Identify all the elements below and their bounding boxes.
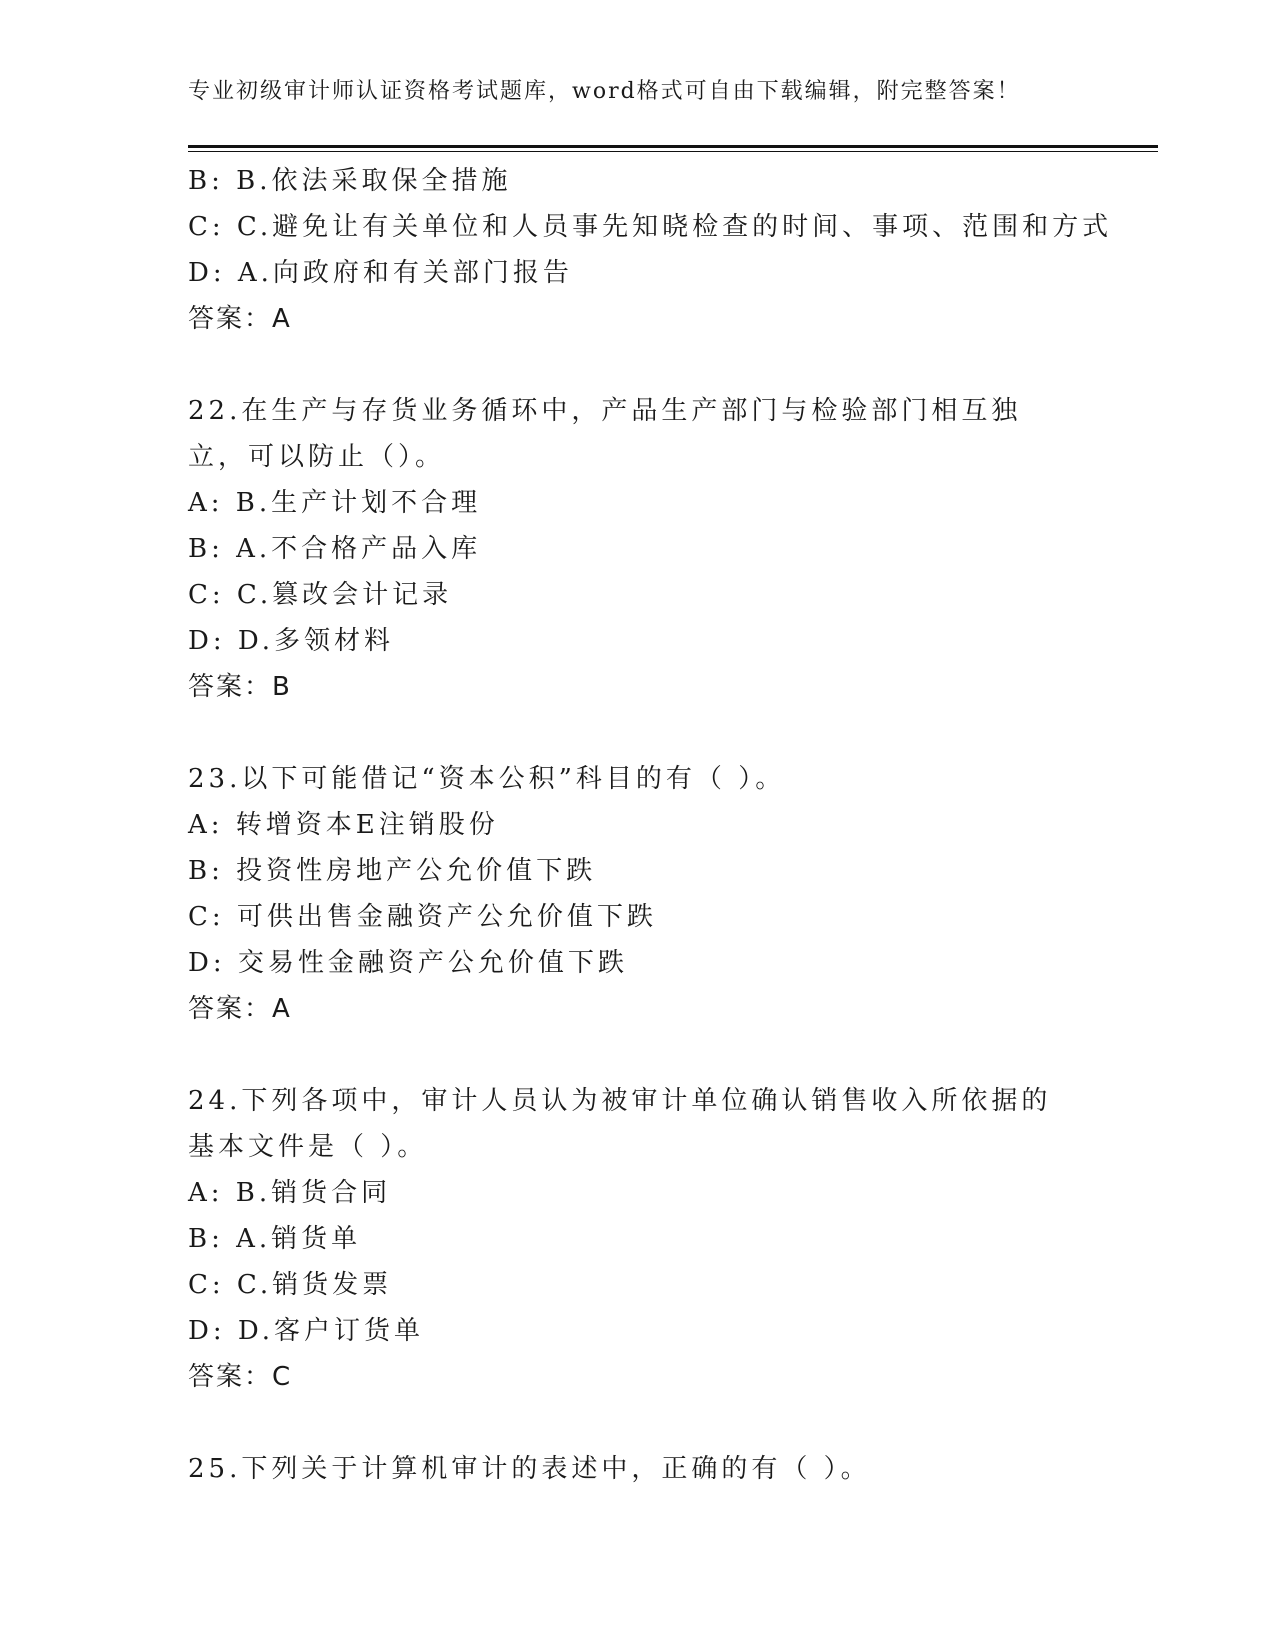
- question-block-22: [188, 388, 1088, 710]
- option-b: B: B.依法采取保全措施: [188, 166, 512, 196]
- question-block-21: [188, 158, 1113, 342]
- question-block-25: [188, 1446, 1088, 1492]
- header-divider-thick: [188, 145, 1158, 148]
- option-d: D: A.向政府和有关部门报告: [188, 258, 573, 288]
- question-block-24: [188, 1078, 1088, 1400]
- question-block-23: [188, 756, 1088, 1032]
- option-d: D: D.多领材料: [188, 626, 395, 656]
- option-d: D: 交易性金融资产公允价值下跌: [188, 948, 628, 978]
- option-c: C: C.避免让有关单位和人员事先知晓检查的时间、事项、范围和方式: [188, 212, 1113, 242]
- answer-line: 答案：B: [188, 672, 292, 702]
- option-c: C: C.篡改会计记录: [188, 580, 453, 610]
- header-divider-thin: [188, 151, 1158, 152]
- question-content: [188, 158, 1113, 1492]
- question-stem: 25.下列关于计算机审计的表述中，正确的有（ ）。: [188, 1454, 871, 1484]
- option-b: B: A.销货单: [188, 1224, 362, 1254]
- option-a: A: B.销货合同: [188, 1178, 392, 1208]
- option-a: A: B.生产计划不合理: [188, 488, 482, 518]
- option-d: D: D.客户订货单: [188, 1316, 425, 1346]
- answer-line: 答案：A: [188, 304, 292, 334]
- option-c: C: 可供出售金融资产公允价值下跌: [188, 902, 657, 932]
- question-stem: 24.下列各项中，审计人员认为被审计单位确认销售收入所依据的基本文件是（ ）。: [188, 1086, 1052, 1162]
- answer-line: 答案：C: [188, 1362, 293, 1392]
- question-stem: 22.在生产与存货业务循环中，产品生产部门与检验部门相互独立，可以防止（）。: [188, 396, 1022, 472]
- page-header: 专业初级审计师认证资格考试题库，word格式可自由下载编辑，附完整答案！: [188, 79, 1021, 104]
- option-b: B: A.不合格产品入库: [188, 534, 482, 564]
- option-a: A: 转增资本E注销股份: [188, 810, 499, 840]
- option-c: C: C.销货发票: [188, 1270, 393, 1300]
- option-b: B: 投资性房地产公允价值下跌: [188, 856, 597, 886]
- question-stem: 23.以下可能借记“资本公积”科目的有（ ）。: [188, 764, 786, 794]
- answer-line: 答案：A: [188, 994, 292, 1024]
